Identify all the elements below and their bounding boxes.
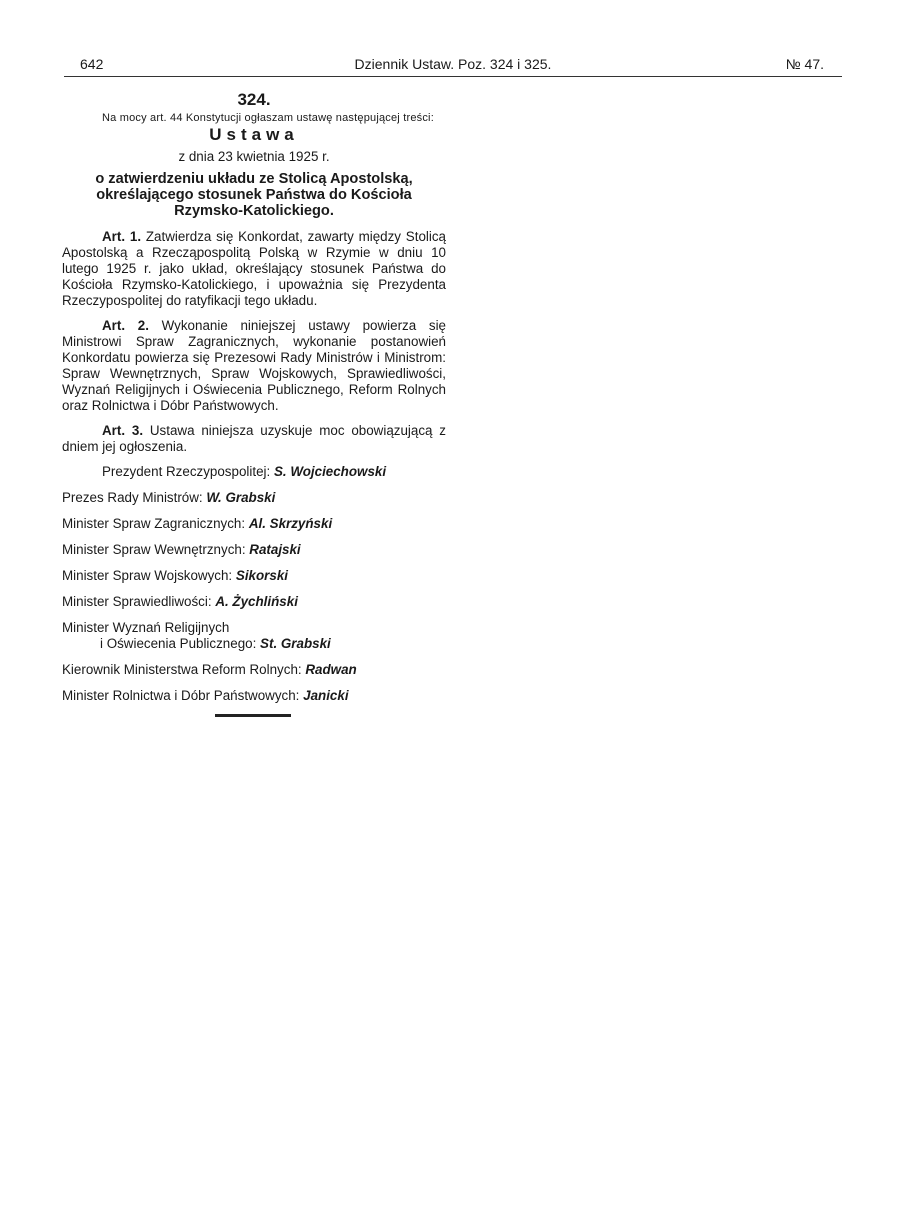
act-date: z dnia 23 kwietnia 1925 r. <box>178 149 330 164</box>
signature-name: Janicki <box>303 688 349 703</box>
signature-military-affairs <box>62 568 446 584</box>
signature-name: Al. Skrzyński <box>248 516 333 531</box>
article-text: Wykonanie niniejszej ustawy powierza się Ministrowi Spraw Zagranicznych, wykonanie postanowień Konkordatu powierza się Prezesowi Rady Ministrów i Ministrom: Spraw Wewnętrznych, Spraw Wojskowych, Sprawiedliwości, Wyznań Religijnych i Oświecenia Publicznego, Reform Rolnych oraz Rolnictwa i Dóbr Państwowych. <box>62 318 447 413</box>
article-label: Art. 3. <box>102 423 144 438</box>
signature-president <box>62 464 446 480</box>
act-intro: Na mocy art. 44 Konstytucji ogłaszam ustawę następującej treści: <box>102 112 434 124</box>
act-subject: o zatwierdzeniu układu ze Stolicą Apostolską, określającego stosunek Państwa do Kościoła Rzymsko-Katolickiego. <box>95 171 413 219</box>
article-text: Zatwierdza się Konkordat, zawarty między Stolicą Apostolską a Rzecząpospolitą Polską w Rzymie w dniu 10 lutego 1925 r. jako układ, określający stosunek Państwa do Kościoła Rzymsko-Katolickiego, i upoważnia się Prezydenta Rzeczypospolitej do ratyfikacji tego układu. <box>62 229 446 308</box>
issue-number: № 47. <box>785 56 824 72</box>
article-2 <box>62 318 446 414</box>
article-3 <box>62 423 446 455</box>
signature-agrarian-reform <box>62 662 446 678</box>
signature-foreign-affairs <box>62 516 446 532</box>
signature-religion-education <box>62 620 446 652</box>
signature-role: Minister Wyznań Religijnych <box>62 620 230 635</box>
signature-role: Prezydent Rzeczypospolitej: <box>102 464 271 479</box>
signature-name: St. Grabski <box>260 636 331 651</box>
signature-name: Radwan <box>305 662 357 677</box>
signature-justice <box>62 594 446 610</box>
end-rule <box>215 714 291 717</box>
signature-role: Prezes Rady Ministrów: <box>62 490 203 505</box>
journal-title: Dziennik Ustaw. Poz. 324 i 325. <box>354 56 552 72</box>
signature-role: Kierownik Ministerstwa Reform Rolnych: <box>62 662 302 677</box>
act-number: 324. <box>237 90 271 109</box>
signature-role-line2: i Oświecenia Publicznego: <box>100 636 257 651</box>
page-header <box>64 56 842 76</box>
act-title: Ustawa <box>209 125 299 144</box>
signature-role: Minister Sprawiedliwości: <box>62 594 212 609</box>
signature-agriculture <box>62 688 446 704</box>
header-rule <box>64 76 842 77</box>
signature-role: Minister Spraw Zagranicznych: <box>62 516 246 531</box>
act-column <box>62 92 446 717</box>
signature-name: A. Żychliński <box>215 594 298 609</box>
article-text: Ustawa niniejsza uzyskuje moc obowiązującą z dniem jej ogłoszenia. <box>62 423 446 454</box>
article-1 <box>62 229 446 309</box>
article-label: Art. 1. <box>102 229 142 244</box>
signature-name: Ratajski <box>249 542 301 557</box>
article-label: Art. 2. <box>102 318 149 333</box>
signature-internal-affairs <box>62 542 446 558</box>
page-number: 642 <box>80 56 104 72</box>
signature-name: W. Grabski <box>206 490 276 505</box>
signature-prime-minister <box>62 490 446 506</box>
signature-role: Minister Spraw Wojskowych: <box>62 568 233 583</box>
signature-name: Sikorski <box>235 568 288 583</box>
signature-name: S. Wojciechowski <box>273 464 387 479</box>
signature-role: Minister Spraw Wewnętrznych: <box>62 542 246 557</box>
signature-role: Minister Rolnictwa i Dóbr Państwowych: <box>62 688 300 703</box>
